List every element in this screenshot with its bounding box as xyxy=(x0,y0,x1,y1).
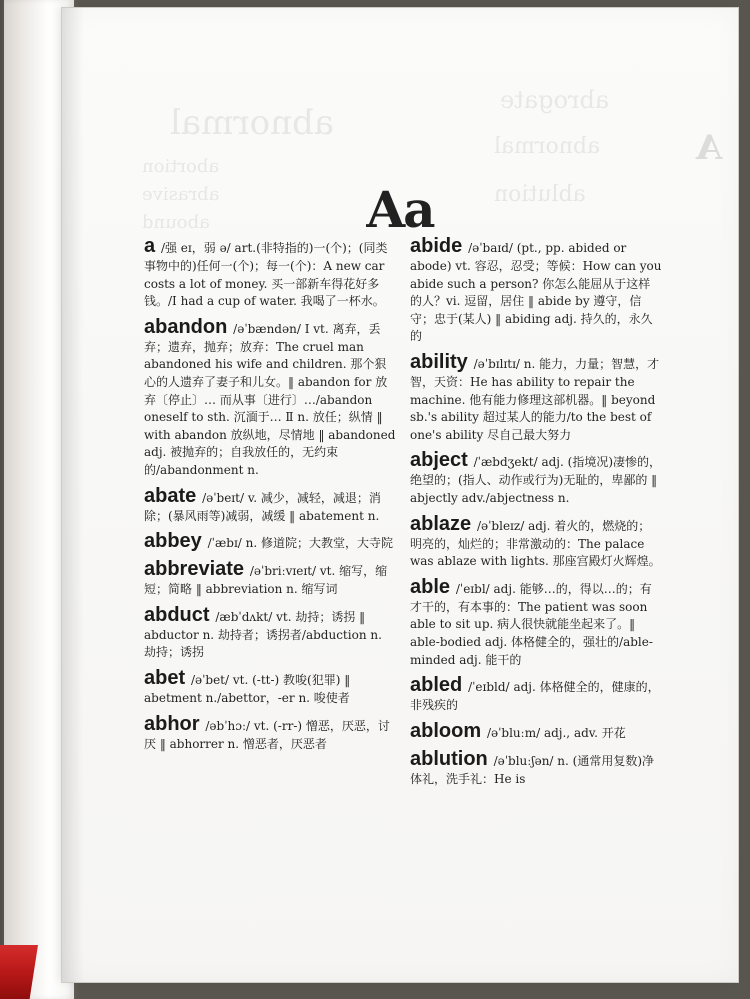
pronunciation: /əˈbaɪd/ xyxy=(468,241,513,255)
dictionary-entry xyxy=(144,529,396,553)
dictionary-entry xyxy=(144,484,396,526)
definition: v. 减少，减轻，减退；消除；(暴风雨等)减弱，减缓 ‖ abatement n. xyxy=(144,490,381,523)
dictionary-columns xyxy=(144,234,732,954)
dictionary-entry xyxy=(410,350,662,444)
dictionary-entry xyxy=(410,673,662,715)
bleedthrough-letter-tab: A xyxy=(695,128,722,168)
bleedthrough-line-4: abortion xyxy=(142,156,220,177)
definition: n. 修道院；大教堂，大寺院 xyxy=(245,536,394,551)
pronunciation: /əˈbluːm/ xyxy=(486,725,541,740)
definition: (pt., pp. abided or abode) vt. 容忍，忍受；等候：How can you abide such a person? 你怎么能屈从于这样的人？vi. 逗留，居住 ‖ abide by 遵守，信守；忠于(某人) ‖ abiding adj. 持久的，永久的 xyxy=(410,241,662,344)
bleedthrough-line-1: abrogate xyxy=(500,86,610,114)
pronunciation: /əˈbriːvɪeɪt/ xyxy=(249,564,317,579)
bleedthrough-line-2: abnormal xyxy=(494,134,601,159)
definition: art.(非特指的)一(个)；(同类事物中的)任何一(个)；每一(个)：A new car costs a lot of money. 买一部新车得花好多钱。/I had a cup of water. 我喝了一杯水。 xyxy=(144,241,388,309)
headword: abide xyxy=(410,235,463,257)
pronunciation: /əbˈhɔː/ xyxy=(205,718,251,733)
bleedthrough-line-3: ablution xyxy=(494,182,586,207)
definition: Ⅰ vt. 离弃，丢弃；遗弃，抛弃；放弃：The cruel man abandoned his wife and children. 那个狠心的人遗弃了妻子和儿女。‖ abandon for 放弃〔停止〕… 而从事〔进行〕…/abandon oneself to sth. 沉湎于… Ⅱ n. 放任；纵情 ‖ with abandon 放纵地，尽情地 ‖ abandoned adj. 被抛弃的；自我放任的，无约束的/abandonment n. xyxy=(144,321,396,477)
definition: vt. 缩写，缩短；简略 ‖ abbreviation n. 缩写词 xyxy=(144,564,388,597)
headword: ablaze xyxy=(410,512,472,535)
bleedthrough-main: abnormal xyxy=(170,103,335,143)
pronunciation: /ˈæbɪ/ xyxy=(207,536,242,551)
definition: vt. 劫持；诱拐 ‖ abductor n. 劫持者；诱拐者/abduction n. 劫持；诱拐 xyxy=(144,609,382,660)
headword: ablution xyxy=(410,747,488,770)
headword: abate xyxy=(144,484,197,507)
definition: vt. (-rr-) 憎恶，厌恶，讨厌 ‖ abhorrer n. 憎恶者，厌恶者 xyxy=(144,718,390,751)
pronunciation: /ˈeɪbl/ xyxy=(455,581,490,596)
dictionary-page xyxy=(62,8,738,982)
headword: abloom xyxy=(410,719,482,742)
pronunciation: /强 eɪ，弱 ə/ xyxy=(160,241,231,255)
dictionary-entry xyxy=(144,603,396,662)
headword: abandon xyxy=(144,315,228,338)
right-column xyxy=(410,234,662,954)
bleedthrough-line-6: abound xyxy=(142,212,210,233)
pronunciation: /əˈbet/ xyxy=(190,672,230,687)
headword: abhor xyxy=(144,712,200,735)
pronunciation: /əˈbeɪt/ xyxy=(202,490,245,505)
headword: abduct xyxy=(144,603,210,626)
dictionary-entry xyxy=(144,666,396,708)
dictionary-entry xyxy=(144,315,396,480)
dictionary-entry xyxy=(410,747,662,789)
left-column xyxy=(144,234,396,954)
dictionary-entry xyxy=(410,575,662,669)
definition: adj. 能够…的，得以…的；有才干的，有本事的：The patient was soon able to sit up. 病人很快就能坐起来了。‖ able-bodied adj. 体格健全的，强壮的/able-minded adj. 能干的 xyxy=(410,581,653,667)
pronunciation: /æbˈdʌkt/ xyxy=(215,609,273,624)
bleedthrough-line-5: abrasive xyxy=(142,184,220,205)
dictionary-entry xyxy=(410,448,662,507)
pronunciation: /əˈbluːʃən/ xyxy=(493,753,554,768)
headword: abled xyxy=(410,674,463,697)
headword: abject xyxy=(410,449,468,472)
definition: adj. (指境况)凄惨的，绝望的；(指人、动作或行为)无耻的，卑鄙的 ‖ abjectly adv./abjectness n. xyxy=(410,455,662,505)
headword: abbey xyxy=(144,530,202,553)
dictionary-entry xyxy=(410,719,662,743)
page-gutter-shadow xyxy=(62,8,84,982)
pronunciation: /əˈbɪlɪtɪ/ xyxy=(473,356,520,371)
definition: adj. 着火的，燃烧的；明亮的，灿烂的；非常激动的：The palace was ablaze with lights. 那座宫殿灯火辉煌。 xyxy=(410,518,661,569)
pronunciation: /əˈbændən/ xyxy=(233,321,301,336)
pronunciation: /ˈæbdʒekt/ xyxy=(473,455,538,470)
headword: abet xyxy=(144,666,186,689)
definition: n. (通常用复数)净体礼，洗手礼：He is xyxy=(410,753,655,786)
definition: adj. 体格健全的，健康的，非残疾的 xyxy=(410,680,660,713)
definition: adj., adv. 开花 xyxy=(543,725,626,740)
dictionary-entry xyxy=(144,557,396,599)
headword: able xyxy=(410,575,451,598)
definition: n. 能力，力量；智慧，才智，天资：He has ability to repair the machine. 他有能力修理这部机器。‖ beyond sb.'s ability 超过某人的能力/to the best of one's ability 尽自己最大努力 xyxy=(410,356,660,442)
letter-heading: Aa xyxy=(366,180,434,239)
definition: vt. (-tt-) 教唆(犯罪) ‖ abetment n./abettor，-er n. 唆使者 xyxy=(144,672,351,705)
dictionary-entry xyxy=(144,712,396,754)
dictionary-entry xyxy=(144,234,396,311)
dictionary-entry xyxy=(410,234,662,346)
dictionary-entry xyxy=(410,512,662,571)
pronunciation: /ˈeɪbld/ xyxy=(468,680,510,695)
headword: ability xyxy=(410,350,468,373)
pronunciation: /əˈbleɪz/ xyxy=(476,518,525,533)
headword: a xyxy=(144,235,156,257)
headword: abbreviate xyxy=(144,558,245,581)
